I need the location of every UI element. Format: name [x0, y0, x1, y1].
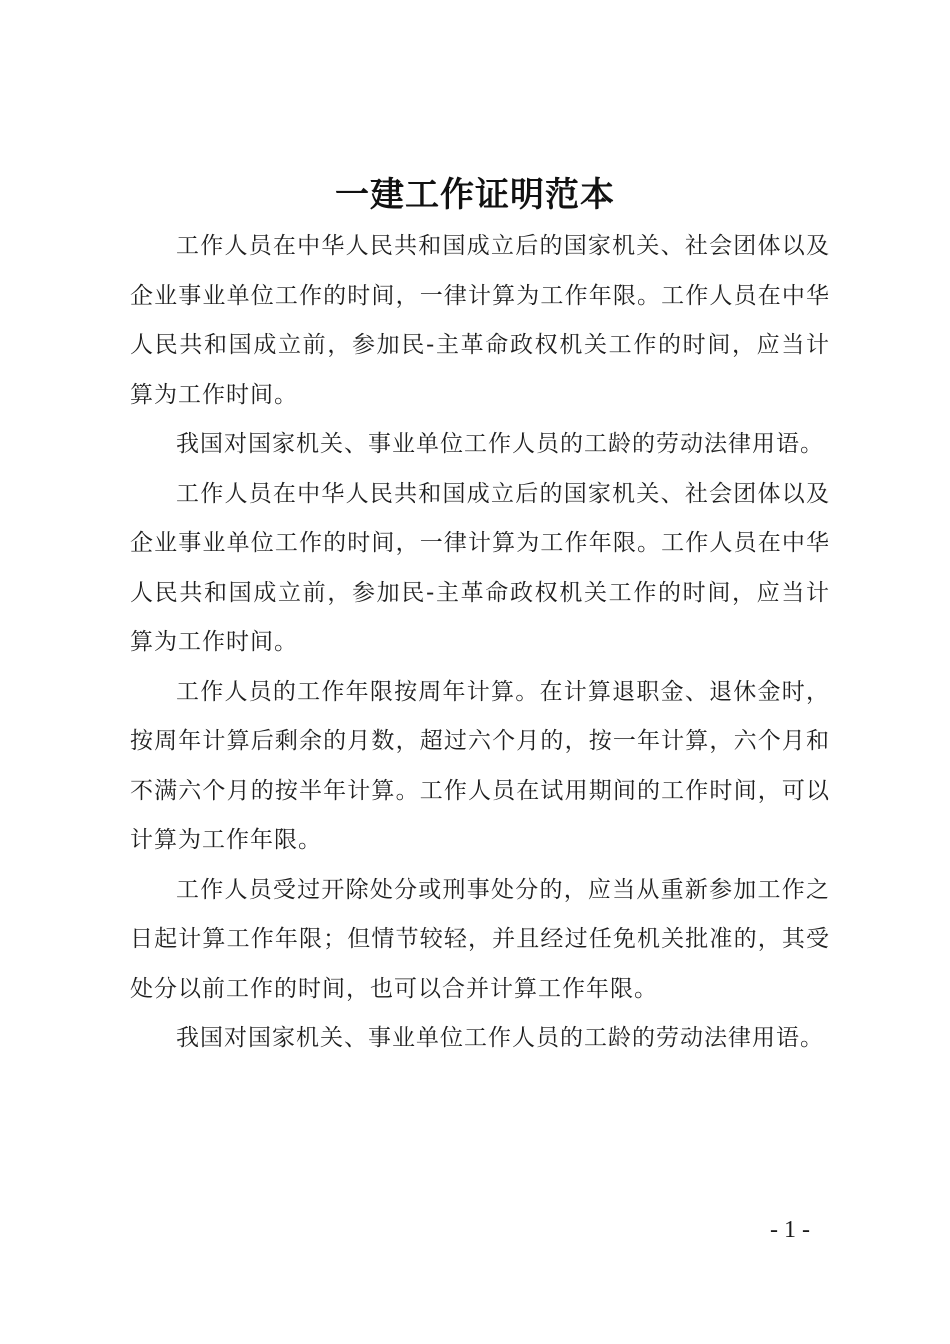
paragraph: 工作人员在中华人民共和国成立后的国家机关、社会团体以及企业事业单位工作的时间，一律计算为工作年限。工作人员在中华人民共和国成立前，参加民-主革命政权机关工作的时间，应当计算为工作时间。 [130, 480, 830, 655]
document-body [130, 222, 830, 1064]
page-number: - 1 - [770, 1217, 810, 1243]
document-title: 一建工作证明范本 [335, 175, 615, 215]
paragraph: 工作人员受过开除处分或刑事处分的，应当从重新参加工作之日起计算工作年限；但情节较轻，并且经过任免机关批准的，其受处分以前工作的时间，也可以合并计算工作年限。 [130, 876, 830, 1002]
paragraph: 我国对国家机关、事业单位工作人员的工龄的劳动法律用语。 [176, 1025, 824, 1051]
paragraph: 我国对国家机关、事业单位工作人员的工龄的劳动法律用语。 [176, 431, 824, 457]
paragraph: 工作人员的工作年限按周年计算。在计算退职金、退休金时，按周年计算后剩余的月数，超过六个月的，按一年计算，六个月和不满六个月的按半年计算。工作人员在试用期间的工作时间，可以计算为工作年限。 [130, 678, 830, 853]
paragraph: 工作人员在中华人民共和国成立后的国家机关、社会团体以及企业事业单位工作的时间，一律计算为工作年限。工作人员在中华人民共和国成立前，参加民-主革命政权机关工作的时间，应当计算为工作时间。 [130, 233, 830, 408]
